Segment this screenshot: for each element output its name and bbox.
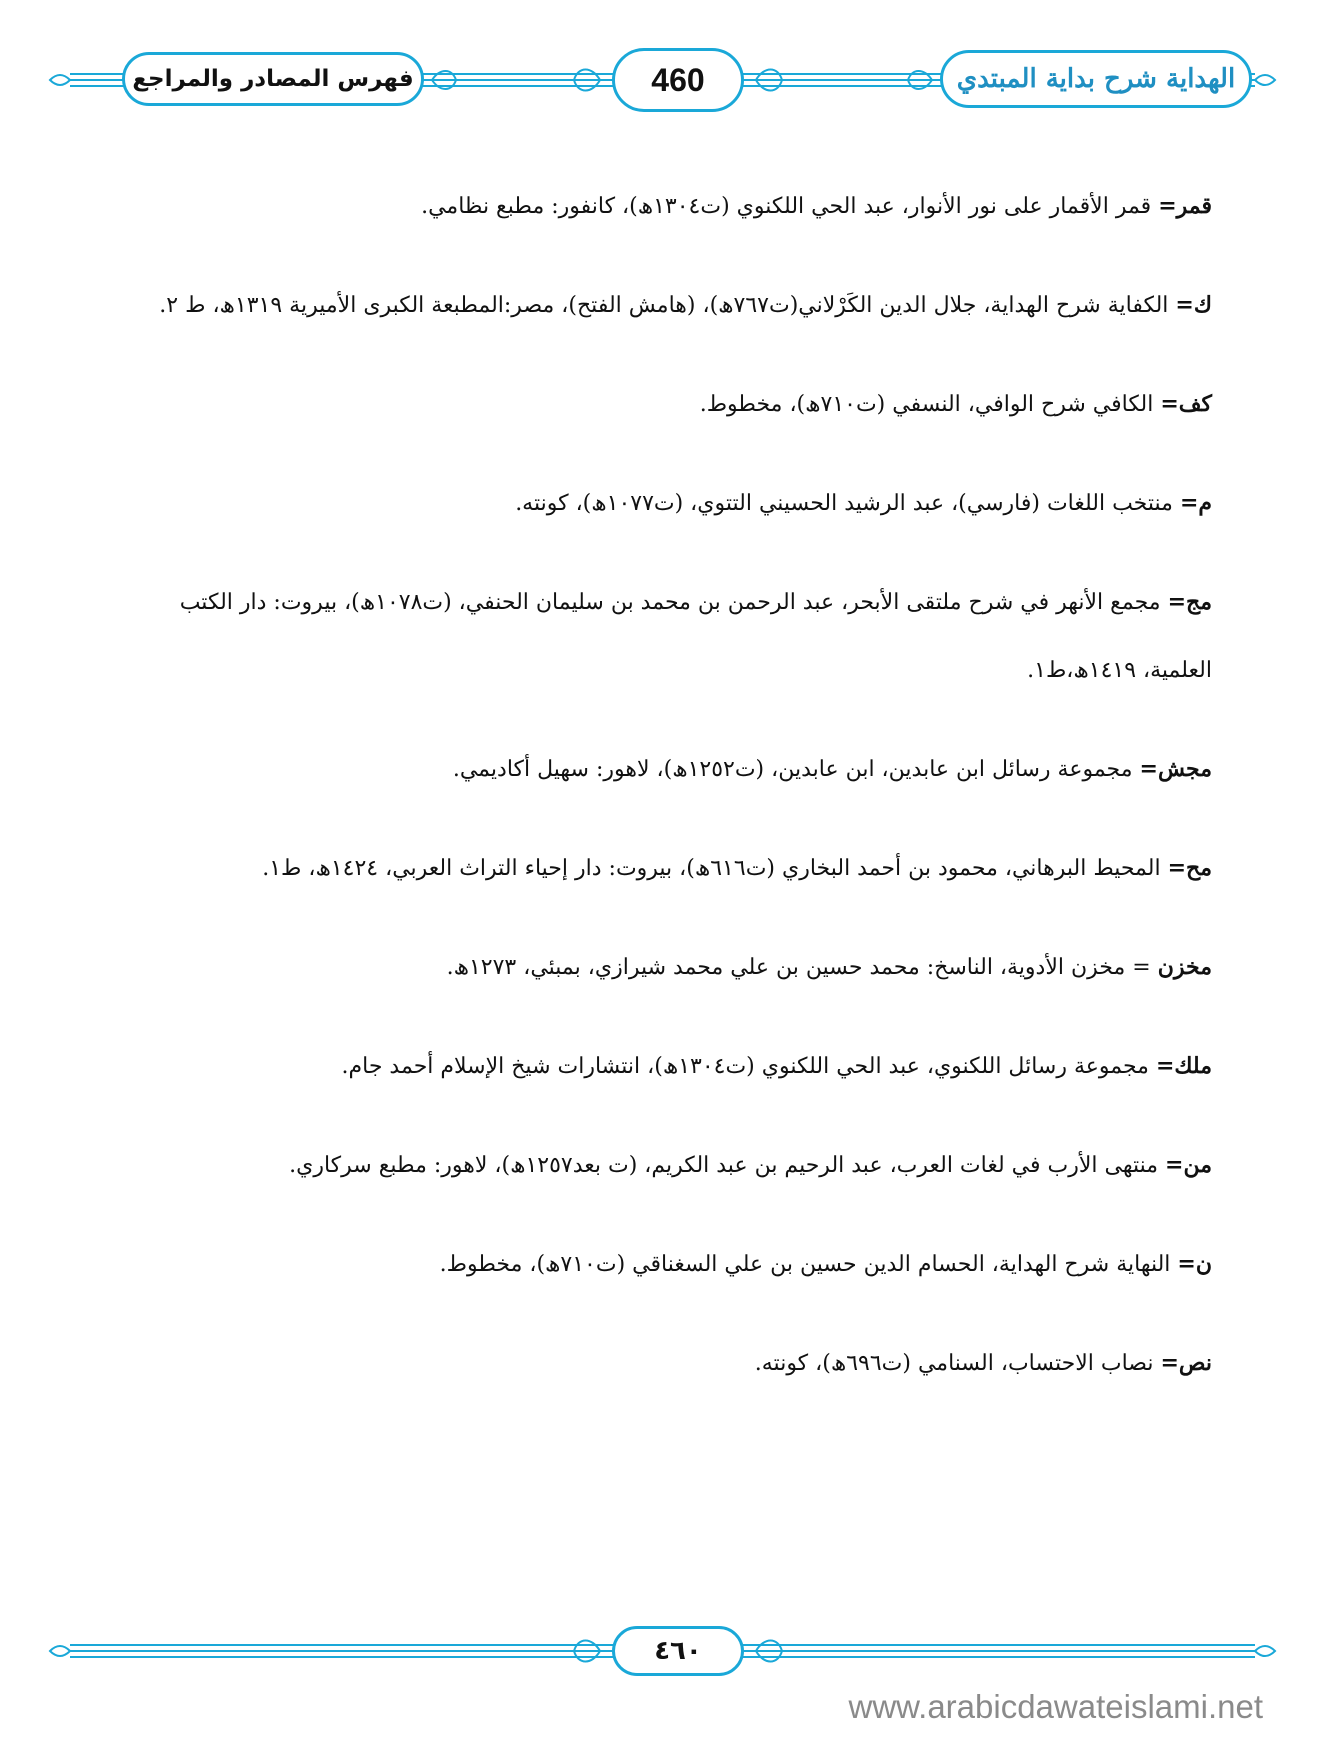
reference-entry [150, 1329, 1212, 1398]
entry-text: مجموعة رسائل ابن عابدين، ابن عابدين، (ت١٢٥٢ھ)، لاهور: سهيل أكاديمي. [452, 757, 1140, 782]
entry-abbreviation: مخزن [1157, 954, 1212, 980]
reference-entry [150, 370, 1212, 439]
footer-page-number-pill [612, 1626, 744, 1676]
entry-text: قمر الأقمار على نور الأنوار، عبد الحي اللكنوي (ت١٣٠٤ھ)، كانفور: مطبع نظامي. [421, 194, 1159, 219]
entry-abbreviation: ك= [1175, 292, 1212, 318]
entry-text: مجموعة رسائل اللكنوي، عبد الحي اللكنوي (ت١٣٠٤ھ)، انتشارات شيخ الإسلام أحمد جام. [341, 1054, 1156, 1079]
reference-entry [150, 1230, 1212, 1299]
entry-abbreviation: قمر= [1158, 193, 1212, 219]
reference-entry [150, 469, 1212, 538]
page-number-bottom: ٤٦٠ [654, 1636, 702, 1666]
entry-abbreviation: كف= [1160, 391, 1212, 417]
entry-text: المحيط البرهاني، محمود بن أحمد البخاري (ت٦١٦ھ)، بيروت: دار إحياء التراث العربي، ١٤٢٤ھ، ط١. [262, 856, 1168, 881]
section-title-pill [122, 52, 424, 106]
entry-abbreviation: مح= [1167, 855, 1212, 881]
reference-entry [150, 1032, 1212, 1101]
entry-abbreviation: مج= [1167, 589, 1212, 615]
entry-abbreviation: نص= [1160, 1350, 1212, 1376]
reference-list [150, 172, 1212, 1428]
book-title: الهداية شرح بداية المبتدي [956, 64, 1236, 94]
reference-entry [150, 172, 1212, 241]
entry-abbreviation: ن= [1177, 1251, 1212, 1277]
entry-text: الكافي شرح الوافي، النسفي (ت٧١٠ھ)، مخطوط. [699, 392, 1161, 417]
page-footer [40, 1616, 1285, 1686]
section-title: فهرس المصادر والمراجع [132, 66, 414, 92]
reference-entry [150, 933, 1212, 1002]
reference-entry [150, 271, 1212, 340]
page-number-pill [612, 48, 744, 112]
page-header [40, 40, 1285, 120]
website-url: www.arabicdawateislami.net [848, 1688, 1263, 1725]
reference-entry [150, 834, 1212, 903]
entry-text: منتخب اللغات (فارسي)، عبد الرشيد الحسيني التتوي، (ت١٠٧٧ھ)، كونته. [515, 491, 1180, 516]
entry-text: الكفاية شرح الهداية، جلال الدين الكَرْلاني(ت٧٦٧ھ)، (هامش الفتح)، مصر:المطبعة الكبرى الأميرية ١٣١٩ھ، ط ٢. [159, 293, 1176, 318]
book-title-pill [940, 50, 1252, 108]
entry-abbreviation: ملك= [1155, 1053, 1212, 1079]
entry-abbreviation: مجش= [1139, 756, 1212, 782]
reference-entry [150, 735, 1212, 804]
entry-text: نصاب الاحتساب، السنامي (ت٦٩٦ھ)، كونته. [754, 1351, 1161, 1376]
entry-abbreviation: من= [1165, 1152, 1212, 1178]
reference-entry [150, 1131, 1212, 1200]
entry-text: مجمع الأنهر في شرح ملتقى الأبحر، عبد الرحمن بن محمد بن سليمان الحنفي، (ت١٠٧٨ھ)، بيروت: دار الكتب العلمية، ١٤١٩ھ،ط١. [179, 590, 1212, 683]
entry-text: النهاية شرح الهداية، الحسام الدين حسين بن علي السغناقي (ت٧١٠ھ)، مخطوط. [439, 1252, 1178, 1277]
reference-entry [150, 568, 1212, 705]
entry-text: منتهى الأرب في لغات العرب، عبد الرحيم بن عبد الكريم، (ت بعد١٢٥٧ھ)، لاهور: مطبع سركاري. [289, 1153, 1166, 1178]
entry-text: = مخزن الأدوية، الناسخ: محمد حسين بن علي محمد شيرازي، بمبئي، ١٢٧٣ھ. [446, 955, 1158, 980]
page-number-top: 460 [651, 61, 705, 98]
entry-abbreviation: م= [1179, 490, 1212, 516]
